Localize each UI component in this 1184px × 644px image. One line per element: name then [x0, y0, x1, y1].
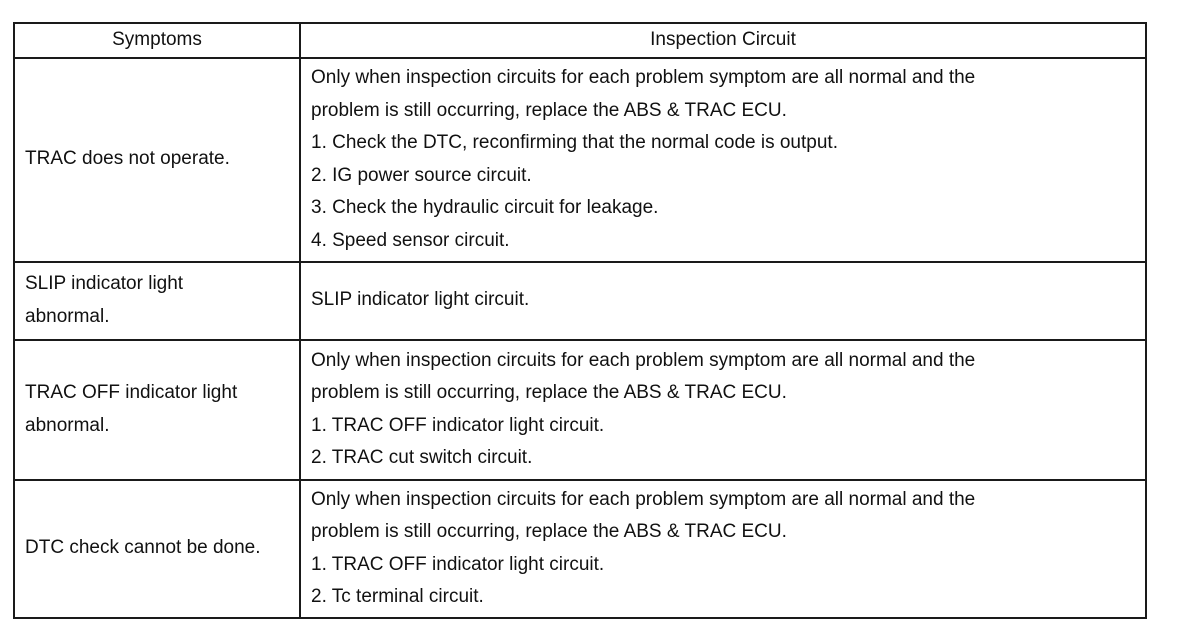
- symptom-cell: [14, 340, 300, 480]
- symptom-cell: [14, 262, 300, 340]
- symptom-text: TRAC does not operate.: [25, 148, 230, 170]
- circuit-line: Only when inspection circuits for each problem symptom are all normal and the: [311, 488, 976, 510]
- circuit-line: problem is still occurring, replace the ABS & TRAC ECU.: [311, 382, 787, 403]
- circuit-line: SLIP indicator light circuit.: [311, 289, 530, 311]
- table-row: [14, 480, 1146, 618]
- symptom-text: SLIP indicator light: [25, 273, 184, 294]
- circuit-line: 1. TRAC OFF indicator light circuit.: [311, 414, 605, 436]
- circuit-line: problem is still occurring, replace the ABS & TRAC ECU.: [311, 99, 787, 121]
- circuit-line: 1. TRAC OFF indicator light circuit.: [311, 553, 605, 575]
- table-row: [14, 340, 1146, 480]
- symptom-text: abnormal.: [25, 305, 110, 327]
- circuit-line: 2. IG power source circuit.: [311, 164, 532, 186]
- symptom-text: DTC check cannot be done.: [25, 537, 261, 559]
- circuit-line: Only when inspection circuits for each problem symptom are all normal and the: [311, 67, 976, 88]
- circuit-line: 2. TRAC cut switch circuit.: [311, 447, 533, 468]
- symptom-inspection-table: [13, 22, 1147, 619]
- inspection-circuit-cell: [300, 340, 1146, 480]
- circuit-line: problem is still occurring, replace the ABS & TRAC ECU.: [311, 521, 787, 542]
- header-inspection-circuit: Inspection Circuit: [300, 23, 1146, 58]
- header-symptoms: Symptoms: [14, 23, 300, 58]
- table-row: [14, 262, 1146, 340]
- symptom-text: abnormal.: [25, 414, 110, 436]
- table-row: [14, 58, 1146, 262]
- table-header-row: [14, 23, 1146, 58]
- symptom-cell: [14, 480, 300, 618]
- symptom-cell: [14, 58, 300, 262]
- symptom-text: TRAC OFF indicator light: [25, 382, 238, 403]
- circuit-line: 2. Tc terminal circuit.: [311, 586, 484, 607]
- circuit-line: Only when inspection circuits for each problem symptom are all normal and the: [311, 349, 976, 371]
- circuit-line: 4. Speed sensor circuit.: [311, 229, 510, 251]
- circuit-line: 3. Check the hydraulic circuit for leakage.: [311, 197, 659, 218]
- inspection-circuit-cell: [300, 480, 1146, 618]
- inspection-circuit-cell: [300, 58, 1146, 262]
- circuit-line: 1. Check the DTC, reconfirming that the normal code is output.: [311, 132, 838, 153]
- inspection-circuit-cell: [300, 262, 1146, 340]
